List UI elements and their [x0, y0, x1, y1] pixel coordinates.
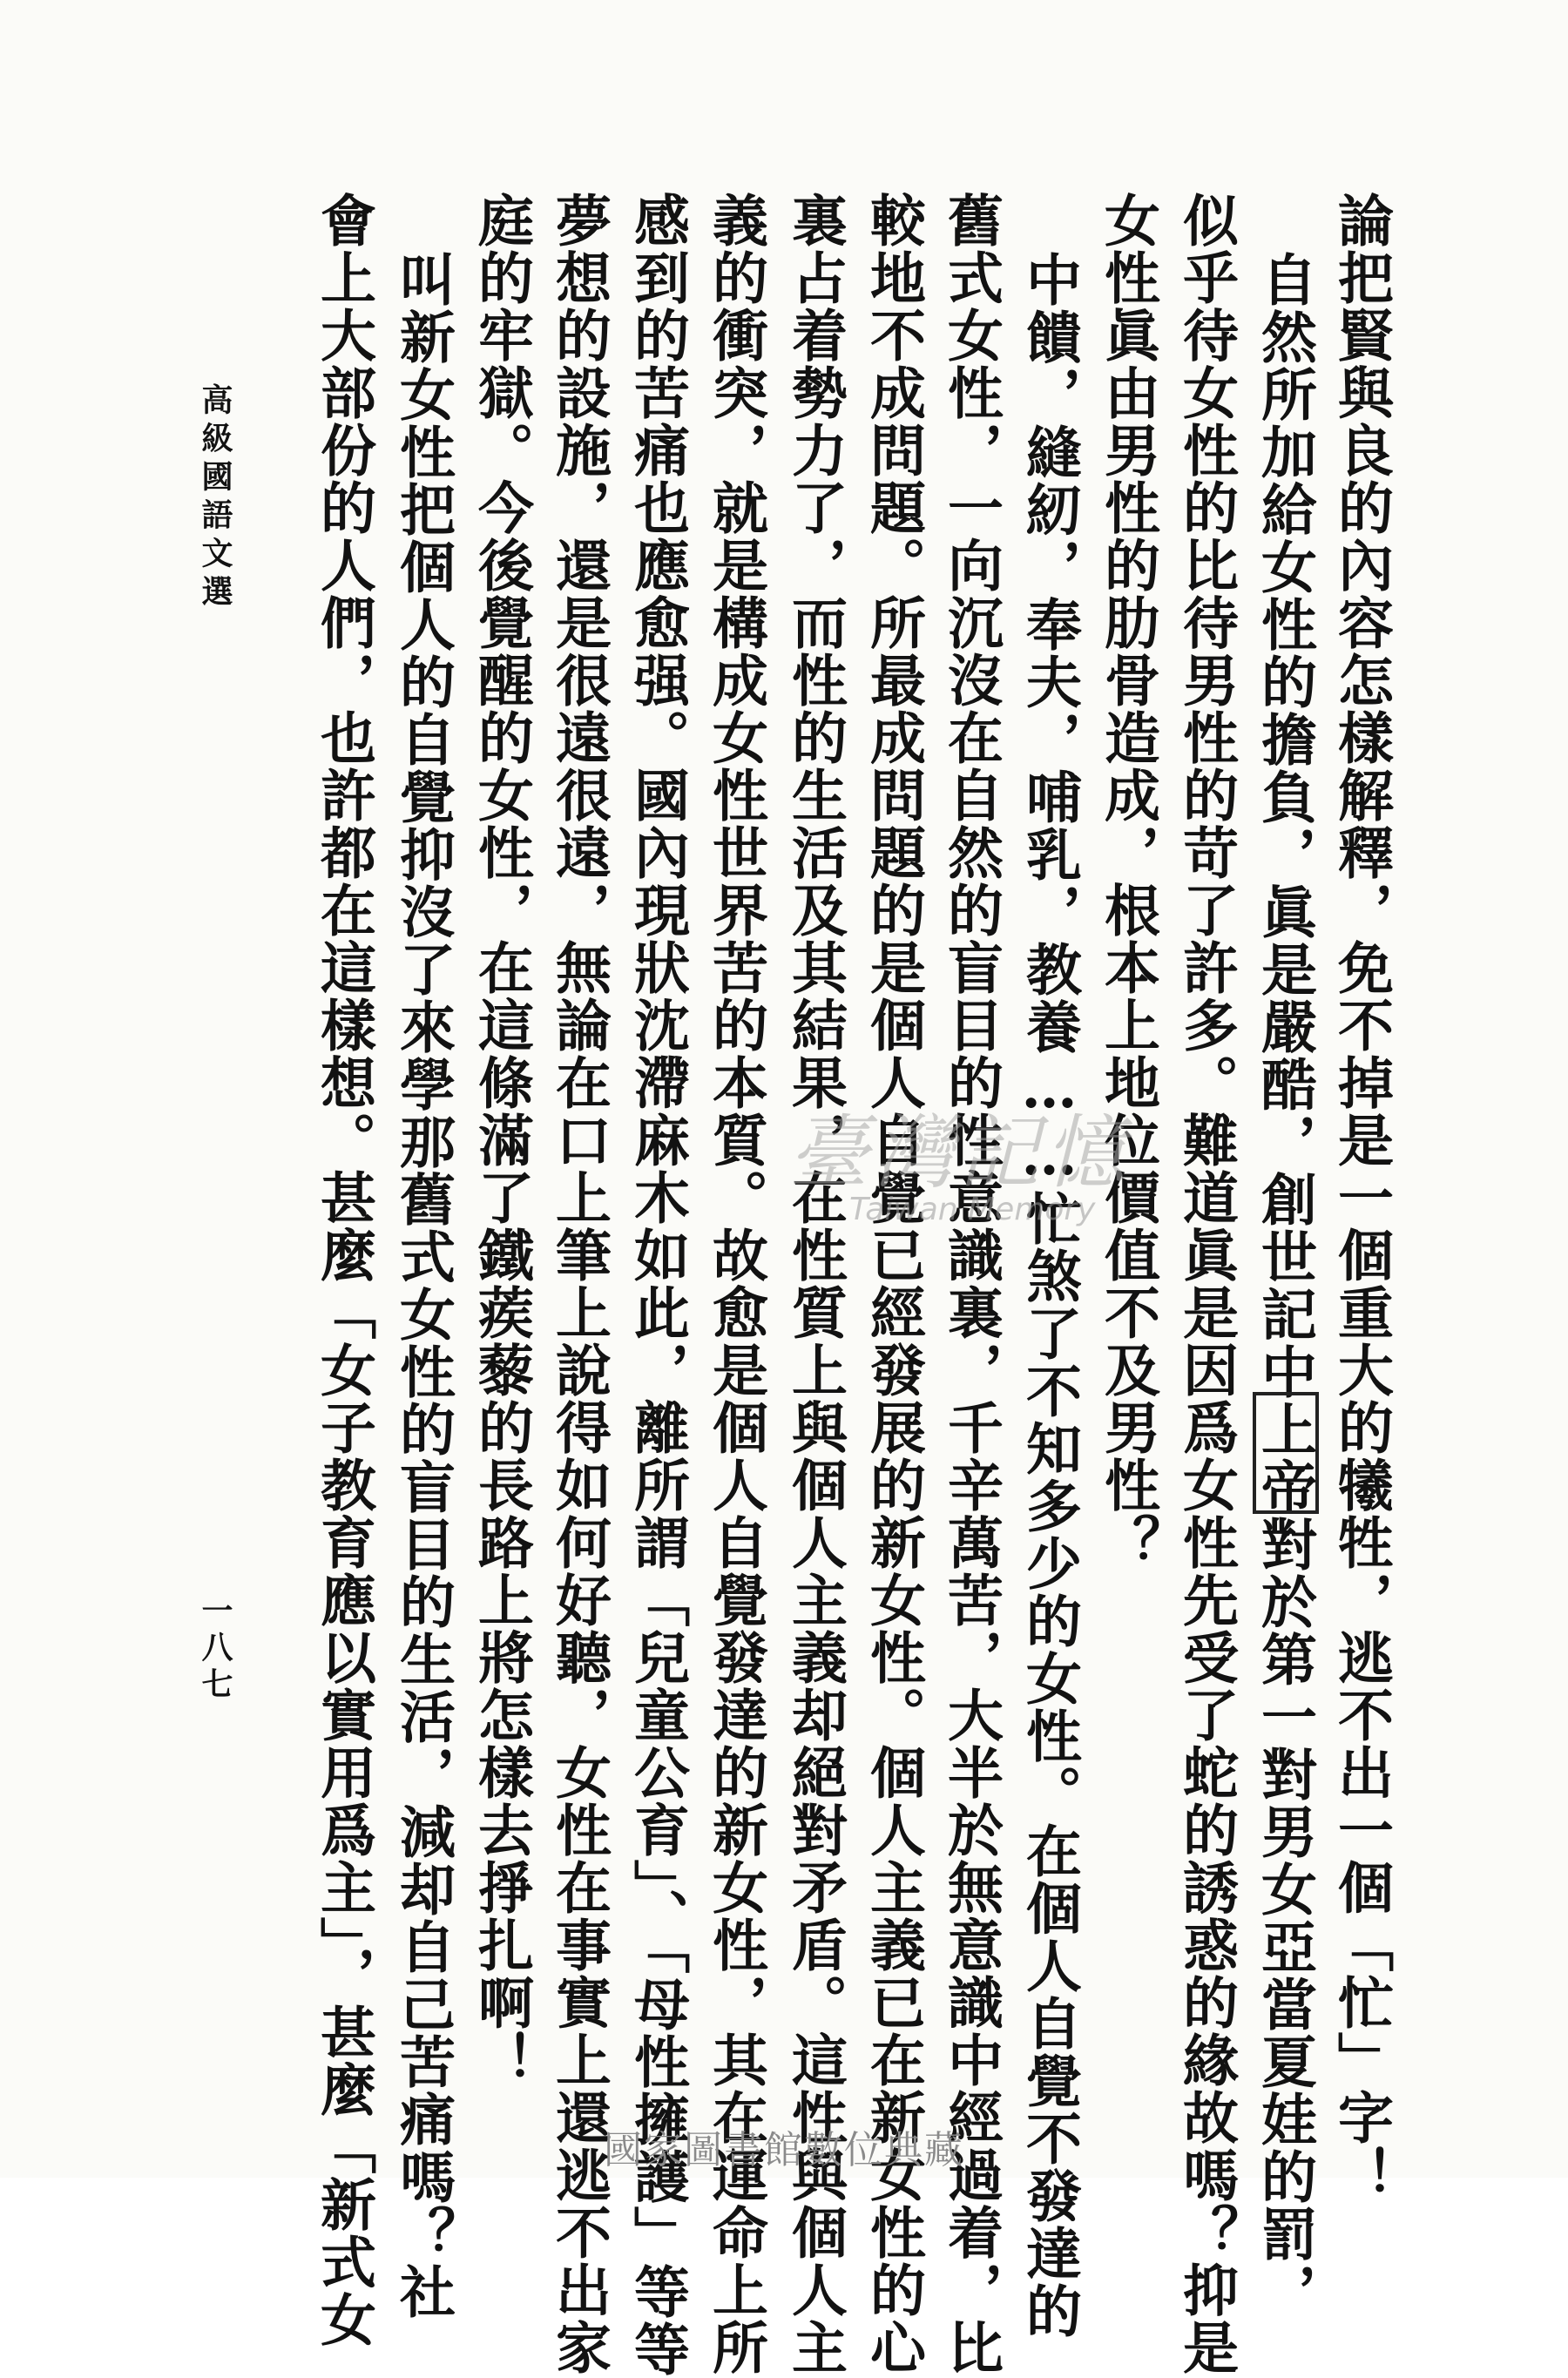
text-column-9: 義的衝突，就是構成女性世界苦的本質。故愈是個人自覺發達的新女性，其在運命上所 [703, 192, 768, 2376]
text-column-8: 裏占着勢力了，而性的生活及其結果，在性質上與個人主義却絕對矛盾。這性與個人主 [782, 192, 848, 2376]
text-column-4: 女性眞由男性的肋骨造成，根本上地位價值不及男性？ [1095, 192, 1160, 1571]
text-column-14: 會上大部份的人們，也許都在這樣想。甚麼「女子教育應以實用爲主」，甚麼「新式女 [311, 192, 376, 2348]
text-column-3: 似乎待女性的比待男性的苛了許多。難道眞是因爲女性先受了蛇的誘惑的緣故嗎？抑是 [1173, 192, 1239, 2376]
library-watermark [788, 1089, 1206, 1237]
text-column-7: 較地不成問題。所最成問題的是個人自覺已經發展的新女性。個人主義已在新女性的心 [861, 192, 926, 2376]
proper-name-box [1253, 1392, 1319, 1514]
running-head: 高級國語文選 [197, 383, 233, 613]
text-column-10: 感到的苦痛也應愈强。國內現狀沈滯麻木如此，離所謂「兒童公育」、「母性擁護」等等 [625, 192, 690, 2378]
text-column-2: 自然所加給女性的擔負，眞是嚴酷，創世記中上帝對於第一對男女亞當夏娃的罰， [1252, 251, 1317, 2321]
text-column-6: 舊式女性，一向沉沒在自然的盲目的性意識裏，千辛萬苦，大半於無意識中經過着，比 [938, 192, 1004, 2376]
text-column-13: 叫新女性把個人的自覺抑沒了來學那舊式女性的盲目的生活，減却自己苦痛嗎？社 [390, 251, 456, 2321]
text-column-1: 論把賢與良的內容怎樣解釋，免不掉是一個重大的犧牲，逃不出一個「忙」字！ [1328, 192, 1394, 2204]
watermark-title: 臺灣記憶 [788, 1106, 1131, 1199]
text-column-11: 夢想的設施，還是很遠很遠，無論在口上筆上說得如何好聽，女性在事實上還逃不出家 [546, 192, 612, 2376]
text-column-12: 庭的牢獄。今後覺醒的女性，在這條滿了鐵蒺藜的長路上將怎樣去掙扎啊！ [469, 192, 534, 2089]
watermark-subtitle: Taiwan Memory [849, 1192, 1096, 1227]
page-number: 一八七 [197, 1594, 233, 1704]
text-column-5: 中饋，縫紉，奉夫，哺乳，教養……忙煞了不知多少的女性。在個人自覺不發達的 [1017, 251, 1082, 2340]
digital-collection-footer: 國家圖書館數位典藏 [604, 2128, 964, 2172]
